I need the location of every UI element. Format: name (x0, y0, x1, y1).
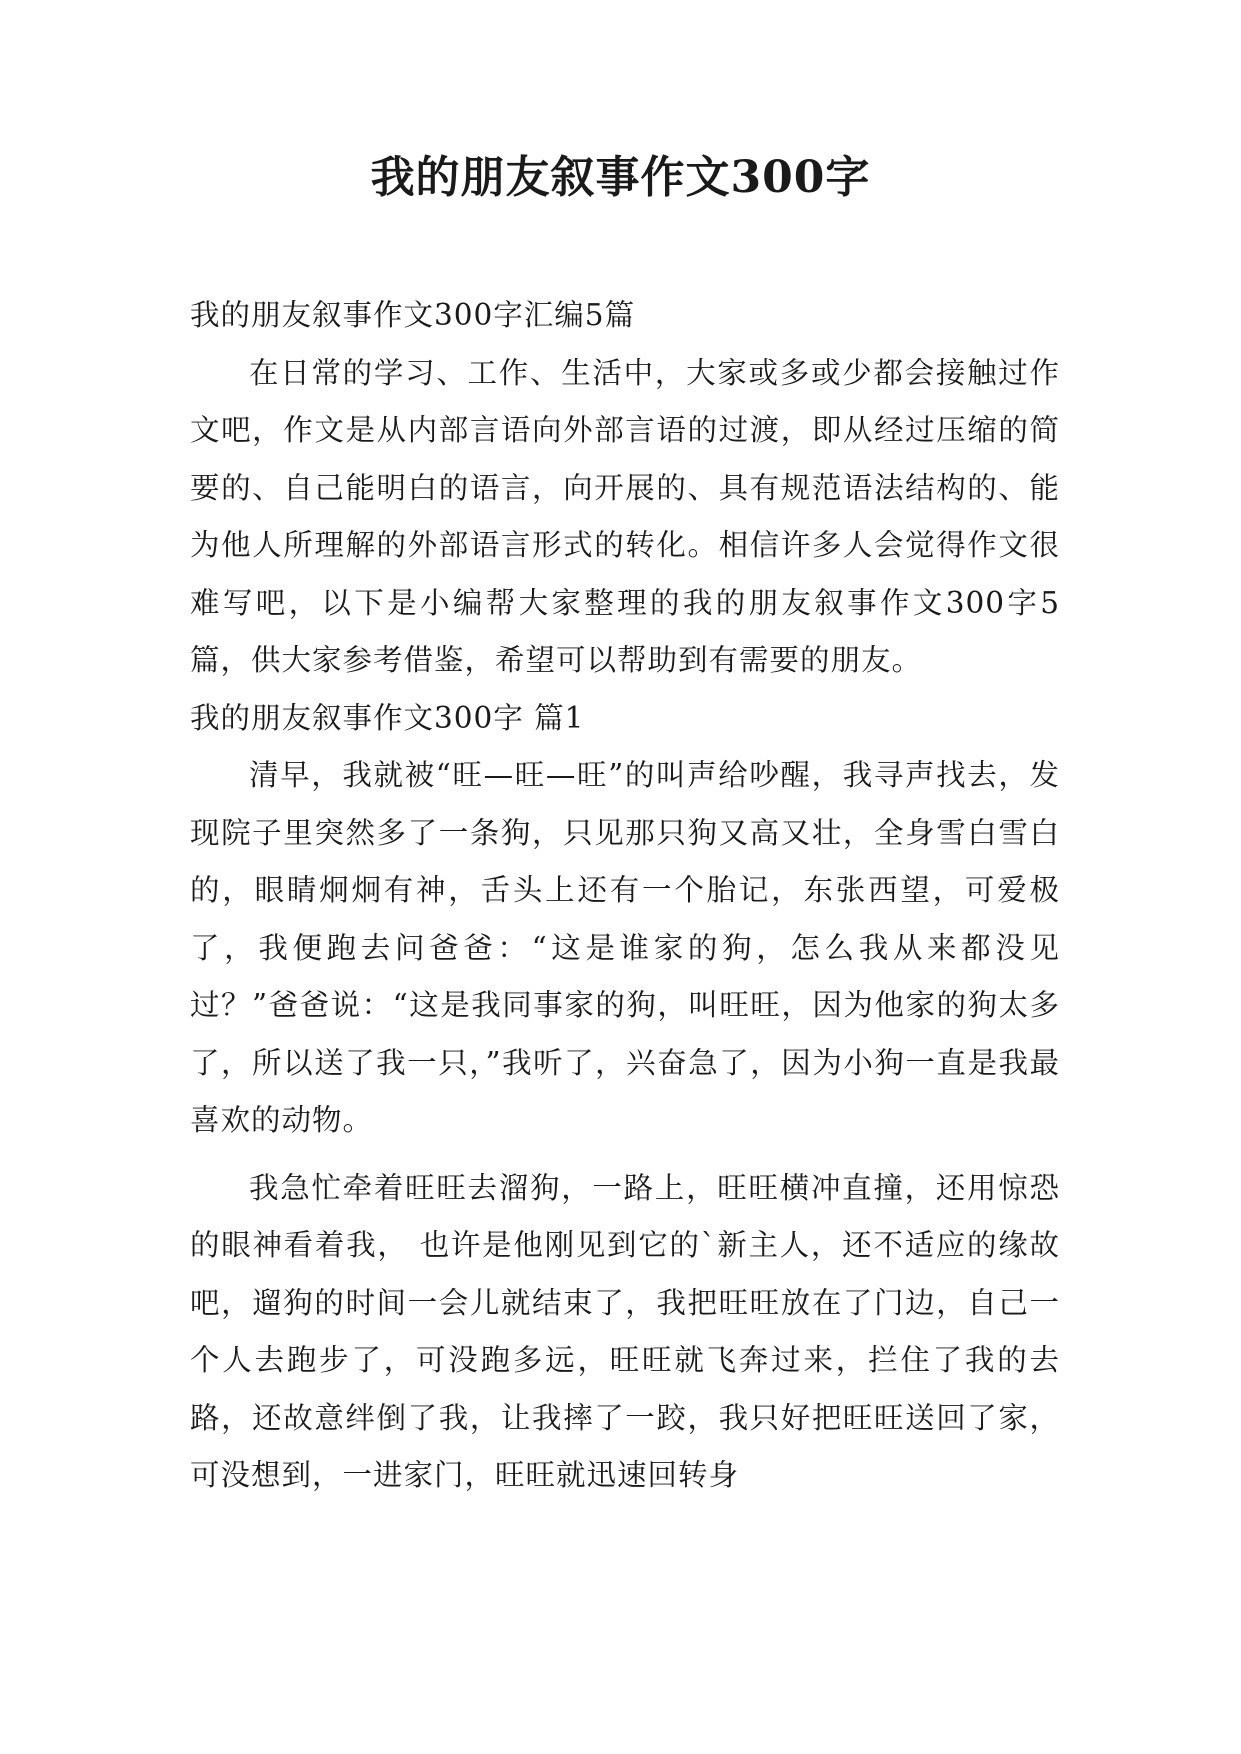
story-paragraph-2: 我急忙牵着旺旺去溜狗，一路上，旺旺横冲直撞，还用惊恐的眼神看着我， 也许是他刚见到它的`新主人，还不适应的缘故吧，遛狗的时间一会儿就结束了，我把旺旺放在了门边，自己一个人去跑步了，可没跑多远，旺旺就飞奔过来，拦住了我的去路，还故意绊倒了我，让我摔了一跤，我只好把旺旺送回了家，可没想到，一进家门，旺旺就迅速回转身 (190, 1170, 1060, 1492)
section-heading: 我的朋友叙事作文300字 篇1 (190, 700, 585, 735)
document-subtitle: 我的朋友叙事作文300字汇编5篇 (190, 298, 636, 332)
document-title: 我的朋友叙事作文300字 (370, 152, 871, 203)
intro-paragraph: 在日常的学习、工作、生活中，大家或多或少都会接触过作文吧，作文是从内部言语向外部言语的过渡，即从经过压缩的简要的、自己能明白的语言，向开展的、具有规范语法结构的、能为他人所理解的外部语言形式的转化。相信许多人会觉得作文很难写吧，以下是小编帮大家整理的我的朋友叙事作文300字5篇，供大家参考借鉴，希望可以帮助到有需要的朋友。 (190, 355, 1060, 677)
story-paragraph-1: 清早，我就被“旺—旺—旺”的叫声给吵醒，我寻声找去，发现院子里突然多了一条狗，只见那只狗又高又壮，全身雪白雪白的，眼睛炯炯有神，舌头上还有一个胎记，东张西望，可爱极了，我便跑去问爸爸：“这是谁家的狗，怎么我从来都没见过？”爸爸说：“这是我同事家的狗，叫旺旺，因为他家的狗太多了，所以送了我一只，”我听了，兴奋急了，因为小狗一直是我最喜欢的动物。 (190, 758, 1060, 1137)
document-body (190, 287, 1060, 1505)
